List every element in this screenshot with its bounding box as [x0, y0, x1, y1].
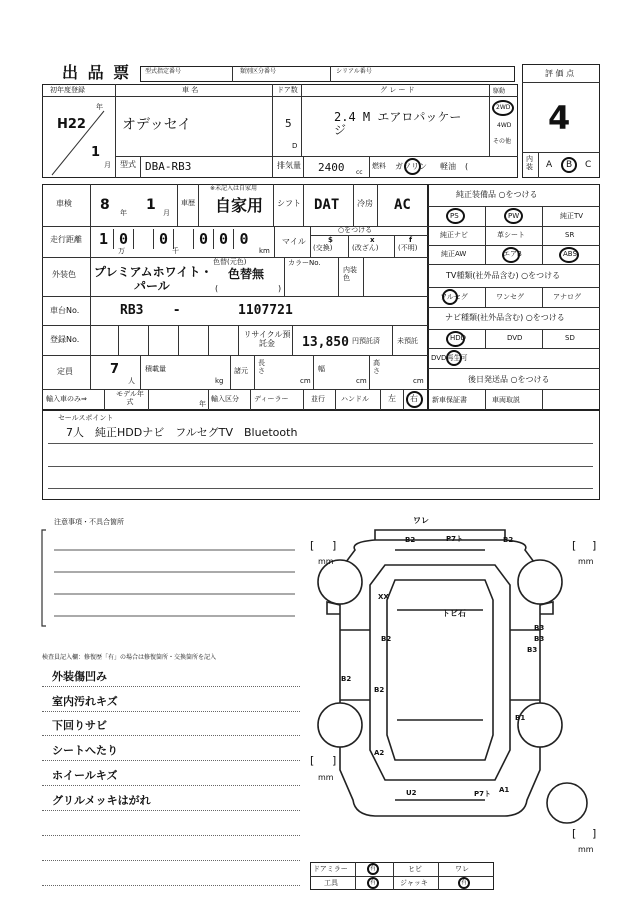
equip-pw: PW [508, 212, 520, 220]
swap-2b: (改ざん) [352, 244, 379, 252]
swap-2: x [370, 236, 375, 244]
inspection-year: 8 [100, 197, 110, 213]
swap-3: f [409, 236, 413, 244]
mileage-digit: 0 [239, 230, 249, 248]
mileage-label: 走行距離 [50, 235, 82, 244]
diag-b3-3: B3 [527, 646, 538, 654]
color-change-label: 色替(元色) [213, 258, 247, 266]
bracket-close: ] [332, 754, 337, 767]
equip-sr: SR [565, 231, 575, 239]
fuel-paren: ( [465, 162, 469, 171]
recycle-label: リサイクル預託金 [243, 330, 291, 348]
handle-label: ハンドル [341, 395, 369, 403]
month-unit: 月 [104, 161, 111, 169]
equip-abs: ABS [563, 250, 577, 258]
swap-1: $ [328, 236, 333, 244]
interior-b: B [566, 160, 573, 170]
inspection-month: 1 [146, 197, 156, 213]
grade-value-1: 2.4 M エアロパッケー [334, 110, 462, 124]
ac-value: AC [394, 197, 411, 213]
frame-dash: - [174, 303, 180, 318]
length-label: 長さ [258, 359, 265, 375]
capacity-value: 7 [110, 362, 120, 377]
tools-label: 工具 [324, 879, 338, 887]
diag-b1: B1 [515, 714, 526, 722]
note-item-3: 下回りサビ [52, 719, 107, 732]
recycle-done: 円預託済 [352, 337, 380, 345]
car-name-label: 車 名 [182, 86, 199, 94]
height-label: 高さ [373, 359, 380, 375]
mm-label: mm [318, 773, 334, 782]
model-year-label: モデル年式 [116, 390, 144, 406]
equip-airbag: エアB [503, 250, 522, 258]
category-no-label: 類別区分番号 [240, 68, 277, 75]
mileage-digit: 0 [214, 229, 234, 249]
equip-tv: 純正TV [560, 212, 584, 220]
tv-fullseg-circle [442, 289, 458, 305]
swap-1b: (交換) [313, 244, 333, 252]
first-reg-label: 初年度登録 [50, 86, 85, 94]
color-label: 外装色 [52, 270, 76, 279]
fuel-gas-circle [404, 158, 421, 175]
drive-label: 駆動 [493, 88, 506, 95]
inspector-label: 検査員記入欄：修復歴「有」の場合は修復箇所・交換箇所を記入 [42, 654, 217, 661]
load-unit: kg [215, 377, 224, 385]
hibi-label: ヒビ [408, 865, 422, 873]
frame-number: 1107721 [238, 303, 293, 318]
note-item-6: グリルメッキはがれ [52, 794, 151, 807]
displacement-value: 2400 [318, 161, 345, 174]
interior-color-label: 内装色 [343, 266, 357, 283]
model-year-unit: 年 [199, 400, 206, 408]
sen-label: 千 [172, 247, 179, 255]
diag-b3-2: B3 [534, 635, 545, 643]
bracket-close: ] [332, 539, 337, 552]
bracket-close: ] [592, 539, 597, 552]
diag-a2: A2 [374, 749, 385, 757]
capacity-label: 定員 [57, 367, 73, 376]
equipment-title: 純正装備品 ○をつける [456, 190, 538, 199]
caution-label: 注意事項・不具合箇所 [54, 518, 124, 526]
year-unit: 年 [96, 103, 103, 111]
displacement-label: 排気量 [277, 161, 301, 170]
equip-abs-circle [559, 247, 579, 263]
diag-xx: XX [378, 593, 389, 601]
length-cm: cm [300, 377, 311, 385]
inspection-label: 車検 [56, 199, 72, 208]
equip-ps: PS [450, 212, 459, 220]
diag-b2-front-left: B2 [405, 536, 416, 544]
note-item-2: 室内汚れキズ [52, 695, 118, 708]
frame-label: 車台No. [50, 306, 80, 315]
inspection-year-unit: 年 [120, 209, 127, 217]
use-label: 車歴 [181, 199, 195, 207]
recycle-value: 13,850 [302, 335, 349, 350]
note-item-5: ホイールキズ [52, 769, 118, 782]
sales-point-label: セールスポイント [58, 414, 114, 422]
header-id-fields [140, 66, 515, 82]
equip-leather: 革シート [497, 231, 525, 239]
width-cm: cm [356, 377, 367, 385]
nav-hdd-circle [446, 331, 465, 347]
mileage-digit: 1 [94, 229, 114, 249]
man-label: 万 [118, 247, 125, 255]
color-change-value: 色替無 [228, 267, 265, 281]
mileage-digit: 0 [154, 229, 174, 249]
interior-grade-label: 内装 [526, 155, 533, 171]
doors-suffix: D [292, 142, 298, 150]
page-title: 出 品 票 [62, 63, 132, 82]
shift-value: DAT [314, 197, 340, 213]
first-reg-year: H22 [57, 117, 86, 132]
details-box [42, 184, 428, 410]
tv-analog: アナログ [553, 293, 581, 301]
width-label: 幅 [318, 365, 325, 373]
doors-value: 5 [285, 117, 292, 130]
mileage-digit: 0 [194, 229, 214, 249]
equip-navi: 純正ナビ [440, 231, 468, 239]
equip-aw: 純正AW [441, 250, 467, 258]
nav-hdd: HDD [450, 334, 467, 342]
diag-tobiishi: トビ石 [442, 609, 466, 618]
bracket-open: [ [310, 539, 315, 552]
parallel: 並行 [311, 395, 325, 403]
mm-label: mm [578, 557, 594, 566]
first-reg-month: 1 [91, 145, 101, 160]
inspection-month-unit: 月 [163, 209, 170, 217]
fuel-label: 燃料 [372, 162, 386, 170]
grade-label: グ レ ー ド [380, 86, 415, 94]
diag-top-label: ワレ [413, 516, 429, 525]
import-class-label: 輸入区分 [211, 395, 239, 403]
use-note: ※未記入は自家用 [210, 185, 258, 192]
nav-sd: SD [565, 334, 575, 342]
note-item-4: シートへたり [52, 744, 118, 757]
fuel-gas: ガソリン [395, 162, 427, 171]
equip-airbag-circle [502, 247, 520, 263]
reg-no-label: 登録No. [50, 335, 80, 344]
color-no-label: カラーNo. [288, 259, 321, 267]
handle-left: 左 [388, 394, 396, 403]
car-damage-diagram [305, 510, 605, 865]
shift-label: シフト [277, 199, 301, 208]
diag-b3-1: B3 [534, 624, 545, 632]
tv-fullseg: フルセグ [440, 293, 468, 301]
model-label: 型式 [120, 160, 136, 169]
model-value: DBA-RB3 [145, 160, 192, 173]
diag-pa-front: P7ト [446, 535, 464, 543]
use-value: 自家用 [215, 196, 264, 215]
color-value-1: プレミアムホワイト・ [94, 265, 213, 279]
nav-dvd-play-circle [446, 350, 462, 366]
circle-instruction: ○をつける [338, 226, 373, 234]
load-label: 積載量 [145, 365, 166, 373]
doors-label: ドア数 [277, 86, 298, 94]
drive-other: その他 [493, 138, 512, 145]
later-title: 後日発送品 ○をつける [468, 375, 550, 384]
bracket-open: [ [572, 827, 577, 840]
diag-b2-lower: B2 [341, 675, 352, 683]
diag-a1: A1 [499, 786, 510, 794]
sales-point-box [42, 410, 600, 500]
bracket-open: [ [572, 539, 577, 552]
sales-point-text: 7人 純正HDDナビ フルセグTV Bluetooth [66, 426, 298, 439]
tv-title: TV種類(社外品含む) ○をつける [446, 271, 561, 280]
mileage-digit [134, 229, 154, 249]
drive-2wd: 2WD [496, 104, 511, 111]
tv-oneseg: ワンセグ [496, 293, 524, 301]
bracket-open: [ [310, 754, 315, 767]
first-reg-diagonal [42, 97, 115, 178]
serial-no-label: シリアル番号 [336, 68, 372, 75]
height-cm: cm [413, 377, 424, 385]
import-label: 輸入車のみ⇒ [46, 395, 87, 403]
later-manual: 車両取説 [492, 396, 520, 404]
mileage-digit: 0 [114, 229, 134, 249]
car-name-value: オデッセイ [122, 117, 192, 133]
bracket-close: ] [592, 827, 597, 840]
mile-label: マイル [282, 237, 306, 246]
jack-label: ジャッキ [400, 879, 428, 887]
caution-lines [40, 528, 305, 628]
capacity-unit: 人 [128, 377, 135, 385]
note-item-1: 外装傷凹み [52, 670, 107, 683]
mm-label: mm [318, 557, 334, 566]
km-label: km [259, 247, 270, 255]
score-label: 評 価 点 [545, 69, 575, 78]
equip-ps-circle [446, 208, 465, 224]
door-mirror-label: ドアミラー [313, 865, 348, 873]
drive-4wd: 4WD [497, 122, 512, 129]
grade-value-2: ジ [334, 123, 347, 137]
ac-label: 冷房 [357, 199, 373, 208]
door-mirror-mark: 有 [370, 865, 377, 872]
nav-dvd: DVD [507, 334, 523, 342]
ware-label: ワレ [455, 865, 469, 873]
frame-prefix: RB3 [120, 303, 144, 318]
score-value: 4 [548, 99, 571, 137]
diag-pa-rear: P7ト [474, 790, 492, 798]
color-value-2: パール [134, 279, 170, 293]
dealer: ディーラー [254, 395, 289, 403]
interior-c: C [585, 160, 592, 170]
dimension-label: 諸元 [234, 367, 248, 375]
nav-dvd-play: DVD再生可 [431, 354, 468, 362]
diag-b2-front-right: B2 [503, 536, 514, 544]
jack-mark: 有 [461, 879, 468, 886]
tools-mark: 有 [370, 879, 377, 886]
nav-title: ナビ種類(社外品含む) ○をつける [445, 313, 565, 322]
handle-right: 右 [410, 394, 418, 403]
color-change-paren-l: ( [215, 284, 219, 293]
diag-b2-rear: B2 [374, 686, 385, 694]
diag-b2-left: B2 [381, 635, 392, 643]
interior-a: A [546, 160, 553, 170]
model-cert-label: 型式指定番号 [145, 68, 182, 75]
equip-pw-circle [504, 208, 523, 224]
displacement-unit: cc [356, 169, 363, 176]
fuel-diesel: 軽油 [440, 162, 456, 171]
color-change-paren-r: ) [278, 284, 282, 293]
swap-3b: (不明) [398, 244, 418, 252]
later-warranty: 新車保証書 [432, 396, 467, 404]
diag-u2: U2 [406, 789, 417, 797]
mm-label: mm [578, 845, 594, 854]
mileage-digit [174, 229, 194, 249]
recycle-not: 未預託 [397, 337, 418, 345]
